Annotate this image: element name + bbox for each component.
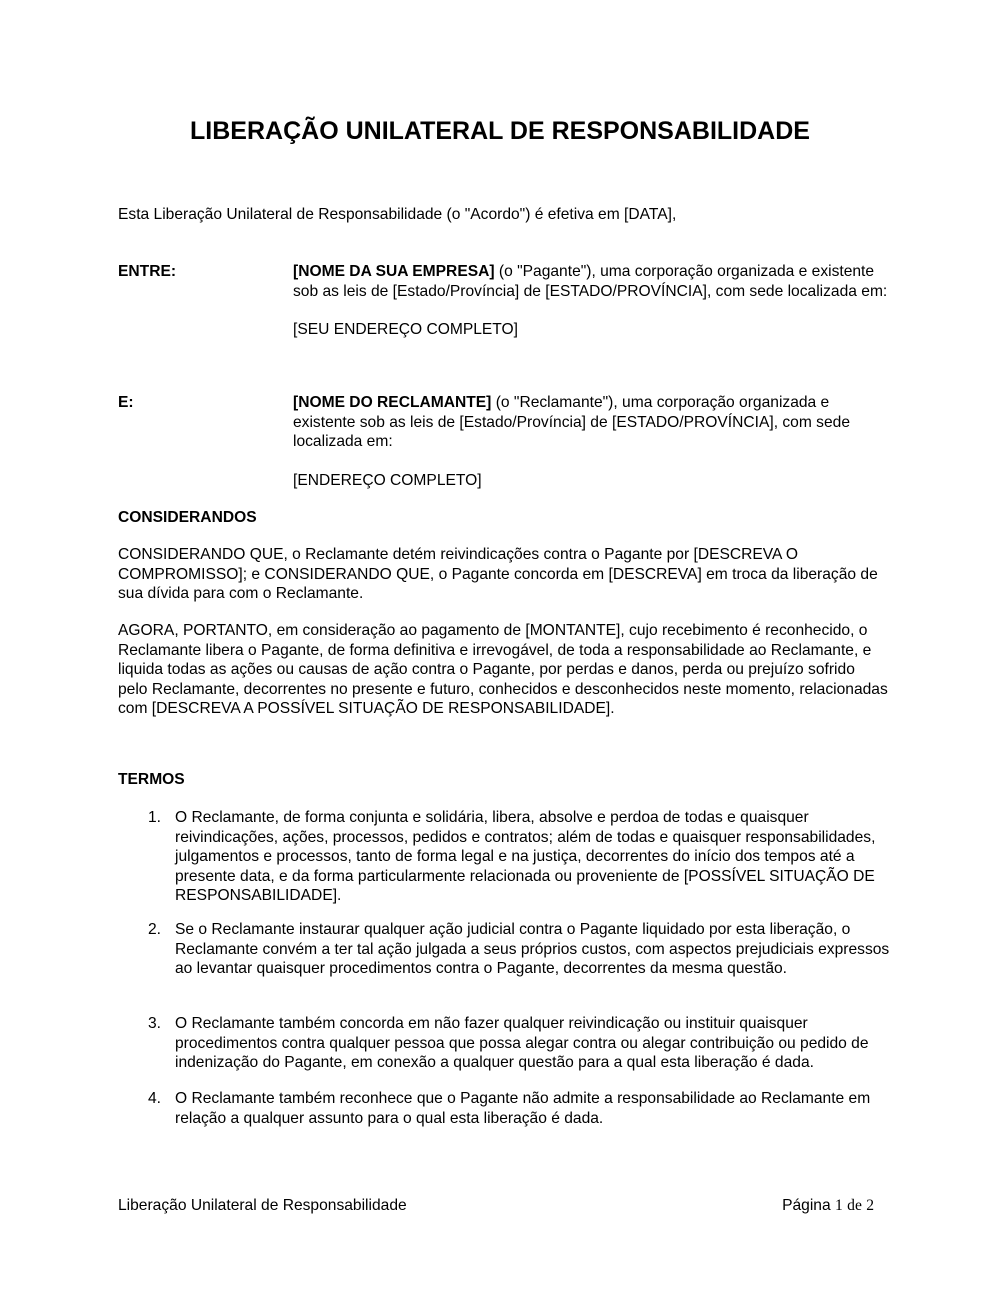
party-payer-description	[293, 262, 893, 301]
party-payer-block	[293, 262, 893, 340]
intro-paragraph: Esta Liberação Unilateral de Responsabilidade (o "Acordo") é efetiva em [DATA],	[118, 206, 677, 223]
page-label: Página	[782, 1197, 831, 1214]
party-payer-name: [NOME DA SUA EMPRESA]	[293, 263, 495, 280]
party-claimant-name: [NOME DO RECLAMANTE]	[293, 394, 492, 411]
term-text: O Reclamante, de forma conjunta e solidária, libera, absolve e perdoa de todas e quaisquer reivindicações, ações, processos, pedidos e contratos; além de todas e quaisquer responsabilidades, julgamentos e processos, tanto de forma legal e na justiça, decorrentes do início dos tempos até a presente data, e da forma particularmente relacionada ou proveniente de [POSSÍVEL SITUAÇÃO DE RESPONSABILIDADE].	[175, 809, 876, 904]
party-label-between: ENTRE:	[118, 263, 177, 280]
term-number: 2.	[148, 921, 162, 938]
recital-paragraph-2: AGORA, PORTANTO, em consideração ao pagamento de [MONTANTE], cujo recebimento é reconhecido, o Reclamante libera o Pagante, de forma definitiva e irrevogável, de toda a responsabilidade ao Reclamante, e liquida todas as ações ou causas de ação contra o Pagante, por perdas e danos, perda ou prejuízo sofrido pelo Reclamante, decorrentes no presente e futuro, conhecidos e desconhecidos neste momento, relacionadas com [DESCREVA A POSSÍVEL SITUAÇÃO DE RESPONSABILIDADE].	[118, 622, 888, 717]
party-claimant-description	[293, 393, 893, 452]
party-claimant-block	[293, 393, 893, 490]
term-text: O Reclamante também reconhece que o Pagante não admite a responsabilidade ao Reclamante em relação a qualquer assunto para o qual esta liberação é dada.	[175, 1090, 871, 1127]
footer-document-name: Liberação Unilateral de Responsabilidade	[118, 1197, 407, 1214]
terms-heading: TERMOS	[118, 771, 185, 788]
term-number: 4.	[148, 1090, 162, 1107]
page-of: de	[847, 1197, 862, 1214]
party-label-and: E:	[118, 394, 134, 411]
party-payer-address: [SEU ENDEREÇO COMPLETO]	[293, 321, 518, 338]
footer-page-number	[782, 1196, 874, 1216]
term-text: O Reclamante também concorda em não fazer qualquer reivindicação ou instituir quaisquer procedimentos contra qualquer pessoa que possa alegar contra ou alegar contribuição ou pedido de indenização do Pagante, em conexão a qualquer questão para a qual esta liberação é dada.	[175, 1015, 869, 1071]
party-payer-details: (o "Pagante"), uma corporação organizada e existente sob as leis de [Estado/Província] de [ESTADO/PROVÍNCIA], com sede localizada em:	[293, 263, 888, 300]
document-title: LIBERAÇÃO UNILATERAL DE RESPONSABILIDADE	[190, 117, 810, 145]
term-number: 3.	[148, 1015, 162, 1032]
term-text: Se o Reclamante instaurar qualquer ação judicial contra o Pagante liquidado por esta liberação, o Reclamante convém a ter tal ação julgada a seus próprios custos, com aspectos prejudiciais expressos ao levantar quaisquer procedimentos contra o Pagante, decorrentes da mesma questão.	[175, 921, 890, 977]
recitals-heading: CONSIDERANDOS	[118, 509, 257, 526]
page-total: 2	[866, 1197, 874, 1214]
party-claimant-details: (o "Reclamante"), uma corporação organizada e existente sob as leis de [Estado/Província] de [ESTADO/PROVÍNCIA], com sede localizada em:	[293, 394, 850, 450]
page-current: 1	[835, 1197, 843, 1214]
term-number: 1.	[148, 809, 162, 826]
party-claimant-address: [ENDEREÇO COMPLETO]	[293, 471, 482, 489]
recital-paragraph-1: CONSIDERANDO QUE, o Reclamante detém reivindicações contra o Pagante por [DESCREVA O COMPROMISSO]; e CONSIDERANDO QUE, o Pagante concorda em [DESCREVA] em troca da liberação de sua dívida para com o Reclamante.	[118, 546, 878, 602]
